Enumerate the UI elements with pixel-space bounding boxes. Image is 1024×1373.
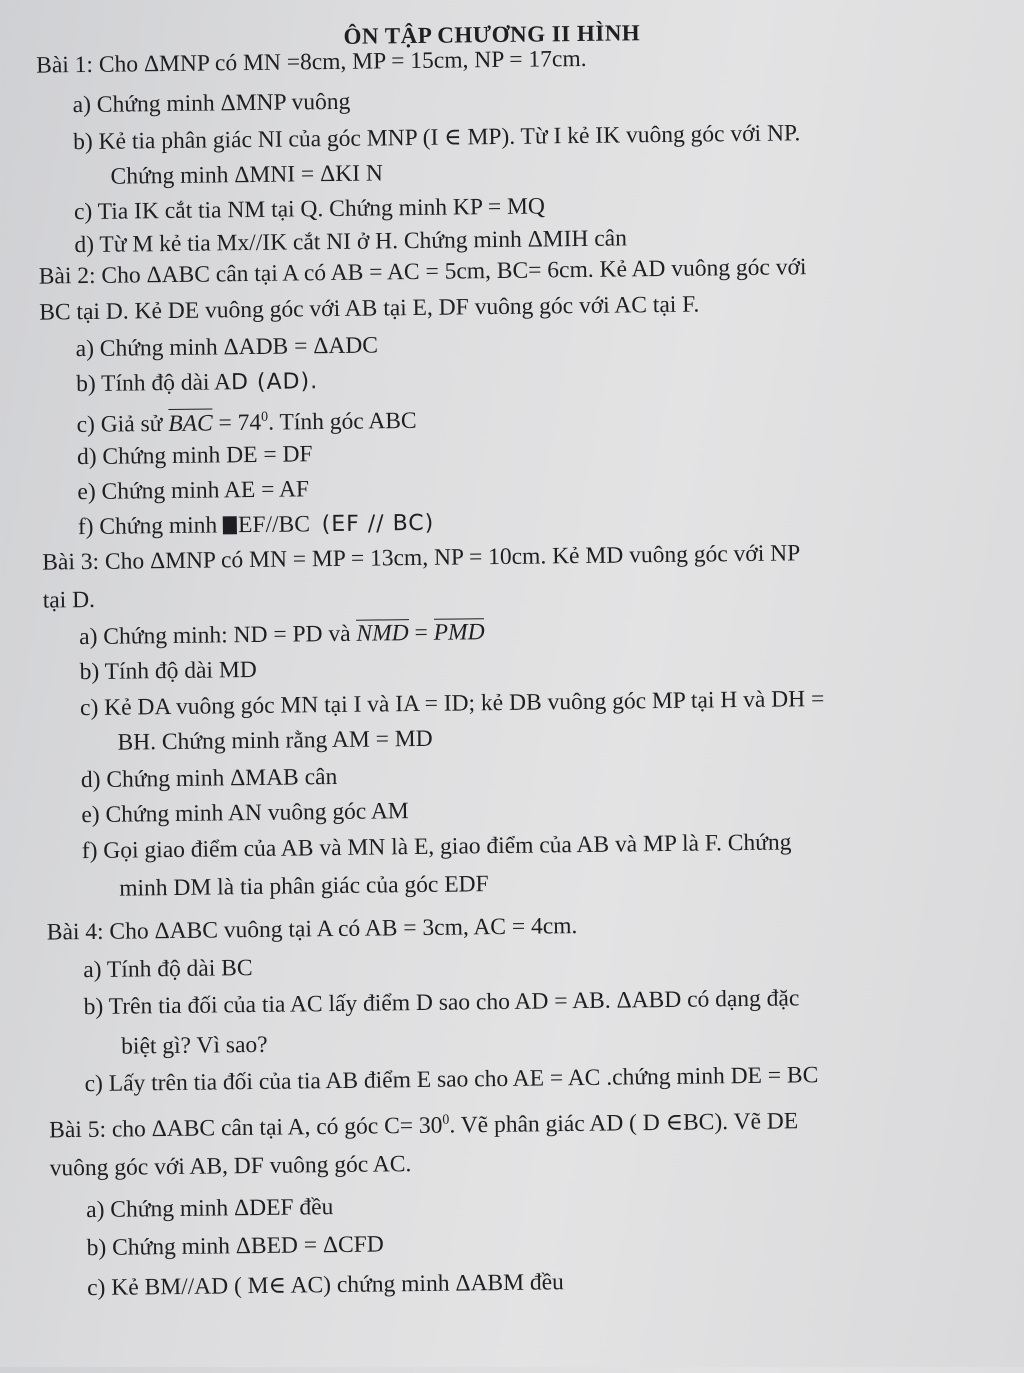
exercise-2-b <box>76 366 318 400</box>
exercise-2-c-eq: = 74 <box>212 409 262 437</box>
exercise-3-a <box>79 617 485 652</box>
exercise-1-b-cont: Chứng minh ΔMNI = ΔKI N <box>110 160 383 190</box>
angle-bac: BAC <box>168 410 213 437</box>
exercise-4-c: c) Lấy trên tia đối của tia AB điểm E sao cho AE = AC .chứng minh DE = BC <box>84 1062 819 1098</box>
exercise-3-c: c) Kẻ DA vuông góc MN tại I và IA = ID; kẻ DB vuông góc MP tại H và DH = <box>79 686 825 722</box>
exercise-5-c: c) Kẻ BM//AD ( M∈ AC) chứng minh ΔABM đều <box>86 1269 564 1302</box>
exercise-2-a: a) Chứng minh ΔADB = ΔADC <box>75 332 379 363</box>
degree-sup: 0 <box>261 409 269 425</box>
exercise-2-header: Bài 2: Cho ΔABC cân tại A có AB = AC = 5cm, BC= 6cm. Kẻ AD vuông góc với <box>38 254 807 290</box>
exercise-1-d: d) Từ M kẻ tia Mx//IK cắt NI ở H. Chứng minh ΔMIH cân <box>74 225 628 259</box>
exercise-1-a: a) Chứng minh ΔMNP vuông <box>72 88 351 119</box>
exercise-3-header-cont: tại D. <box>42 586 96 614</box>
exercise-5-header <box>49 1101 798 1145</box>
exercise-1-b: b) Kẻ tia phân giác NI của góc MNP (I ∈ MP). Từ I kẻ IK vuông góc với NP. <box>72 120 801 156</box>
exercise-1-header: Bài 1: Cho ΔMNP có MN =8cm, MP = 15cm, NP = 17cm. <box>36 45 587 79</box>
degree-sup-2: 0 <box>442 1112 450 1128</box>
angle-nmd: NMD <box>356 620 409 647</box>
exercise-2-c-text: c) Giả sử <box>76 410 169 438</box>
exercise-5-header-text: Bài 5: cho ΔABC cân tại A, có góc C= 30 <box>49 1112 443 1144</box>
exercise-3-f-cont: minh DM là tia phân giác của góc EDF <box>119 871 489 902</box>
exercise-2-c <box>76 401 416 440</box>
exercise-3-a-text: a) Chứng minh: ND = PD và <box>79 620 357 651</box>
angle-pmd: PMD <box>433 619 485 646</box>
exercise-2-d: d) Chứng minh DE = DF <box>76 441 313 471</box>
exercise-2-f-text: f) Chứng minh <box>77 512 224 541</box>
exercise-2-e: e) Chứng minh AE = AF <box>77 476 310 506</box>
handwritten-note: D (AD). <box>230 369 319 396</box>
exercise-3-header: Bài 3: Cho ΔMNP có MN = MP = 13cm, NP = 10cm. Kẻ MD vuông góc với NP <box>42 540 801 576</box>
exercise-3-c-cont: BH. Chứng minh rằng AM = MD <box>117 725 433 756</box>
exercise-5-header-cont: vuông góc với AB, DF vuông góc AC. <box>49 1151 412 1182</box>
exercise-2-f <box>78 508 435 543</box>
handwritten-correction: (EF // BC) <box>321 510 435 538</box>
exercise-2-b-text: b) Tính độ dài A <box>75 369 232 398</box>
exercise-4-header: Bài 4: Cho ΔABC vuông tại A có AB = 3cm, AC = 4cm. <box>46 913 578 946</box>
exercise-3-a-eq: = <box>408 619 434 647</box>
exercise-2-c-end: . Tính góc ABC <box>268 407 417 436</box>
exercise-5-a: a) Chứng minh ΔDEF đều <box>86 1194 334 1224</box>
exercise-3-f: f) Gọi giao điểm của AB và MN là E, giao điểm của AB và MP là F. Chứng <box>81 829 792 865</box>
exercise-2-f-printed: EF//BC <box>237 511 311 539</box>
exercise-4-a: a) Tính độ dài BC <box>83 955 253 984</box>
exercise-2-header-cont: BC tại D. Kẻ DE vuông góc với AB tại E, DF vuông góc với AC tại F. <box>39 291 700 326</box>
exercise-5-header-end: . Vẽ phân giác AD ( D ∈BC). Vẽ DE <box>449 1108 799 1139</box>
exercise-3-d: d) Chứng minh ΔMAB cân <box>80 763 338 794</box>
exercise-5-b: b) Chứng minh ΔBED = ΔCFD <box>86 1231 384 1262</box>
scribble-mark <box>223 516 237 534</box>
exercise-4-b: b) Trên tia đối của tia AC lấy điểm D sao cho AD = AB. ΔABD có dạng đặc <box>83 985 800 1021</box>
exercise-3-b: b) Tính độ dài MD <box>79 656 257 686</box>
exercise-3-e: e) Chứng minh AN vuông góc AM <box>81 798 409 829</box>
exercise-1-c: c) Tia IK cắt tia NM tại Q. Chứng minh KP = MQ <box>73 193 546 226</box>
page-title: ÔN TẬP CHƯƠNG II HÌNH <box>343 20 641 49</box>
exercise-4-b-cont: biệt gì? Vì sao? <box>121 1031 268 1060</box>
